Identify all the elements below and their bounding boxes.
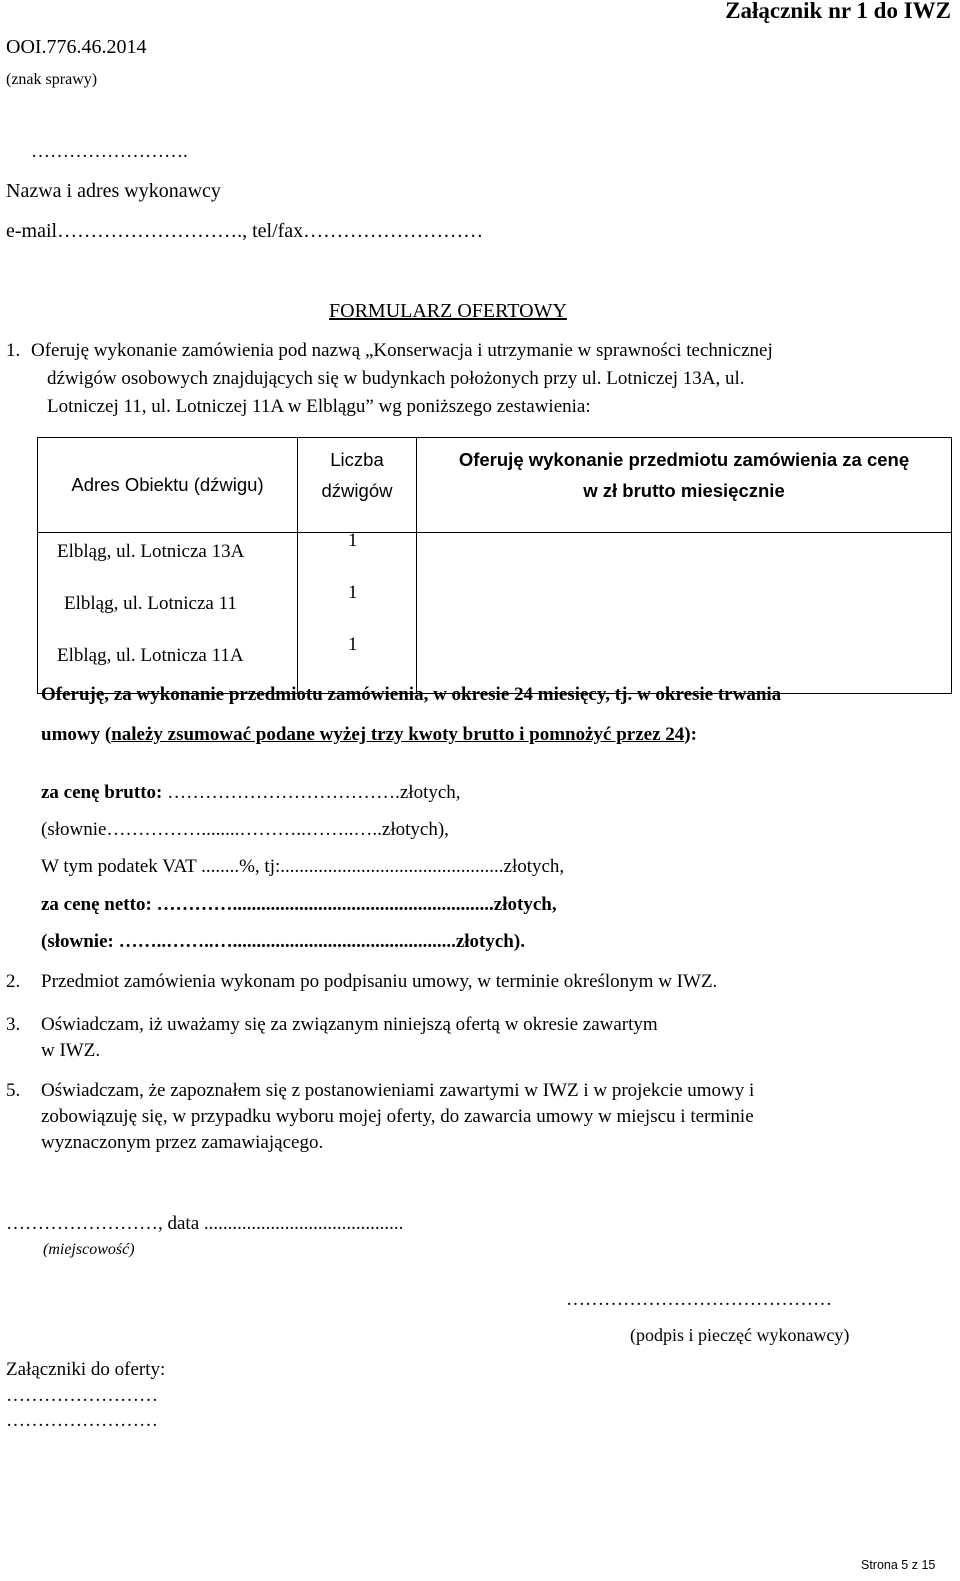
attachment-title: Załącznik nr 1 do IWZ [725,0,951,23]
point-1-line: dźwigów osobowych znajdujących się w budynkach położonych przy ul. Lotniczej 13A, ul. [47,368,745,389]
table-row-count: 1 [348,582,358,603]
point-line: Oświadczam, że zapoznałem się z postanowieniami zawartymi w IWZ i w projekcie umowy i [41,1080,755,1101]
point-number: 5. [6,1080,21,1101]
offer-summary-line-1: Oferuję, za wykonanie przedmiotu zamówienia, w okresie 24 miesięcy, tj. w okresie trwania [41,684,782,705]
gross-price-words-line: (słownie……………........………..……..…..złotych), [41,819,449,840]
signature-dots: …………………………………… [566,1289,832,1310]
gross-price-line: za cenę brutto: ……………………………….złotych, [41,782,461,803]
point-line: Oświadczam, iż uważamy się za związanym niniejszą ofertą w okresie zawartym [41,1014,658,1035]
table-row-address: Elbląg, ul. Lotnicza 11A [57,645,244,666]
attachments-label: Załączniki do oferty: [6,1359,166,1380]
table-row-count: 1 [348,634,358,655]
attachment-line: …………………… [6,1385,158,1406]
signature-label: (podpis i pieczęć wykonawcy) [630,1325,850,1345]
contractor-email-line: e-mail………………………., tel/fax……………………… [6,220,484,242]
contractor-name-label: Nazwa i adres wykonawcy [6,180,221,202]
contractor-dots: ……………………. [31,141,188,162]
count-cell [298,533,417,694]
attachment-line: …………………… [6,1410,158,1431]
place-label: (miejscowość) [43,1241,135,1258]
offer-summary-line-2: umowy (należy zsumować podane wyżej trzy kwoty brutto i pomnożyć przez 24): [41,724,697,745]
point-number: 2. [6,971,21,992]
page-number: Strona 5 z 15 [861,1558,936,1572]
point-1-line: Oferuję wykonanie zamówienia pod nazwą „Konserwacja i utrzymanie w sprawności technicznej [31,340,773,361]
case-number: OOI.776.46.2014 [6,36,147,58]
column-header-count: Liczba dźwigów [298,438,417,533]
vat-line: W tym podatek VAT ........%, tj:...............................................złotych, [41,856,565,877]
net-price-line: za cenę netto: ………….......................................................złotych, [41,894,557,915]
point-1-number: 1. [6,340,21,361]
point-line: wyznaczonym przez zamawiającego. [41,1132,324,1153]
column-header-address: Adres Obiektu (dźwigu) [38,438,298,533]
table-header-row [38,438,952,533]
point-1-line: Lotniczej 11, ul. Lotniczej 11A w Elblągu” wg poniższego zestawienia: [47,396,591,417]
point-line: Przedmiot zamówienia wykonam po podpisaniu umowy, w terminie określonym w IWZ. [41,971,718,992]
table-row-count: 1 [348,530,358,551]
form-title: FORMULARZ OFERTOWY [329,300,567,322]
point-line: w IWZ. [41,1040,101,1061]
net-price-words-line: (słownie: ……..……..…...............................................złotych). [41,931,525,952]
price-cell[interactable] [417,533,952,694]
point-number: 3. [6,1014,21,1035]
case-number-label: (znak sprawy) [6,71,98,88]
point-line: zobowiązuję się, w przypadku wyboru mojej oferty, do zawarcia umowy w miejscu i terminie [41,1106,754,1127]
table-row-address: Elbląg, ul. Lotnicza 11 [64,593,237,614]
column-header-price: Oferuję wykonanie przedmiotu zamówienia za cenę w zł brutto miesięcznie [417,438,952,533]
place-date-line: ……………………, data .......................................... [6,1213,404,1234]
table-row-address: Elbląg, ul. Lotnicza 13A [57,541,245,562]
